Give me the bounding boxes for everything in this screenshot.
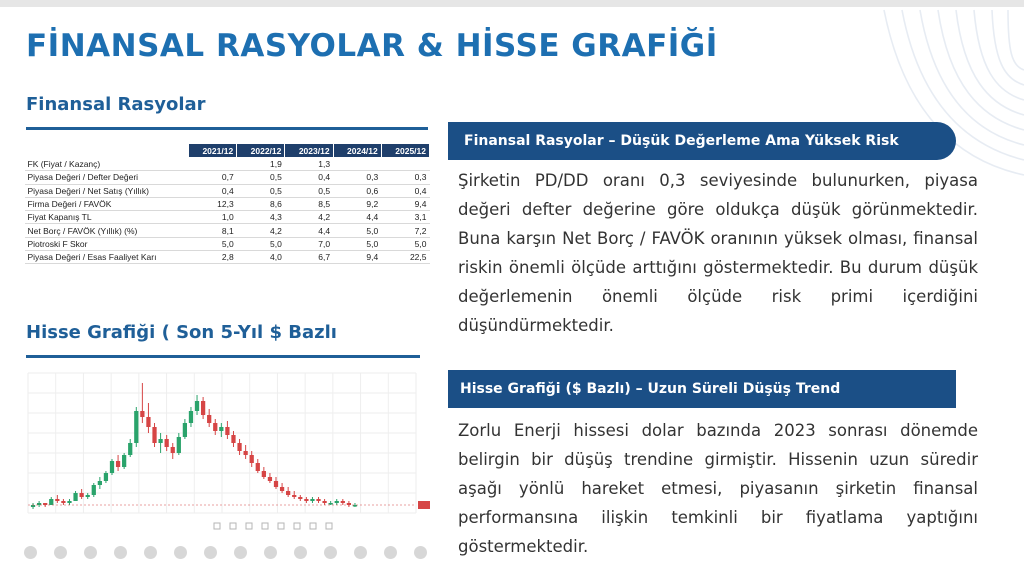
table-row — [25, 237, 430, 250]
row-label: Piotroski F Skor — [25, 237, 189, 250]
candle-body — [73, 493, 77, 501]
row-value: 0,5 — [285, 184, 333, 197]
pager-dot — [174, 546, 187, 559]
candle-body — [128, 443, 132, 455]
table-row — [25, 171, 430, 184]
pager-dot — [354, 546, 367, 559]
arc-8 — [1008, 10, 1024, 70]
row-value: 5,0 — [189, 237, 237, 250]
candle-body — [98, 481, 102, 485]
pager-dot — [24, 546, 37, 559]
candle-body — [104, 473, 108, 481]
row-value: 0,4 — [381, 184, 429, 197]
row-label: Piyasa Değeri / Net Satış (Yıllık) — [25, 184, 189, 197]
row-value: 8,6 — [237, 197, 285, 210]
row-value: 7,0 — [285, 237, 333, 250]
table-row — [25, 224, 430, 237]
candle-body — [213, 423, 217, 431]
table-row — [25, 251, 430, 264]
candle-body — [55, 499, 59, 501]
row-value — [381, 158, 429, 171]
pager-dot — [204, 546, 217, 559]
candle-body — [110, 461, 114, 473]
row-label: Piyasa Değeri / Defter Değeri — [25, 171, 189, 184]
row-value: 2,8 — [189, 251, 237, 264]
candle-body — [177, 437, 181, 453]
panel2-heading: Hisse Grafiği ($ Bazlı) – Uzun Süreli Düşüş Trend — [448, 370, 956, 408]
row-value: 0,5 — [237, 171, 285, 184]
ratios-section-rule — [26, 127, 428, 130]
candle-body — [304, 499, 308, 501]
row-value: 5,0 — [333, 237, 381, 250]
row-value — [189, 158, 237, 171]
row-value: 4,2 — [285, 211, 333, 224]
chart-section-rule — [26, 355, 420, 358]
ratios-col-header: 2021/12 — [189, 144, 237, 158]
pager-dot — [294, 546, 307, 559]
pager-dot — [54, 546, 67, 559]
ratios-col-header: 2024/12 — [333, 144, 381, 158]
candle-body — [140, 411, 144, 417]
candle-body — [183, 423, 187, 437]
candle-body — [335, 501, 339, 503]
panel1-heading: Finansal Rasyolar – Düşük Değerleme Ama Yüksek Risk — [448, 122, 956, 160]
pager-dot — [84, 546, 97, 559]
row-label: Net Borç / FAVÖK (Yıllık) (%) — [25, 224, 189, 237]
last-price-marker — [418, 501, 430, 509]
ratios-header-blank — [25, 144, 189, 158]
candle-body — [225, 427, 229, 435]
candle-body — [292, 495, 296, 497]
row-value — [333, 158, 381, 171]
pager-dot — [384, 546, 397, 559]
ratios-section-title: Finansal Rasyolar — [26, 94, 206, 115]
candle-body — [171, 447, 175, 453]
ratios-col-header: 2023/12 — [285, 144, 333, 158]
pager-dot — [114, 546, 127, 559]
row-value: 0,7 — [189, 171, 237, 184]
row-value: 0,3 — [333, 171, 381, 184]
candle-body — [231, 435, 235, 443]
candle-body — [67, 501, 71, 503]
candle-body — [310, 499, 314, 501]
table-row — [25, 211, 430, 224]
stock-chart — [24, 365, 432, 533]
candle-body — [92, 485, 96, 495]
candle-body — [134, 411, 138, 443]
pager-dot — [234, 546, 247, 559]
row-label: Piyasa Değeri / Esas Faaliyet Karı — [25, 251, 189, 264]
candle-body — [61, 501, 65, 503]
row-value: 8,5 — [285, 197, 333, 210]
row-value: 9,2 — [333, 197, 381, 210]
pager-dot — [144, 546, 157, 559]
row-value: 22,5 — [381, 251, 429, 264]
row-value: 1,0 — [189, 211, 237, 224]
candlestick-chart — [24, 365, 432, 533]
candle-body — [219, 427, 223, 431]
row-value: 1,9 — [237, 158, 285, 171]
row-value: 9,4 — [381, 197, 429, 210]
row-value: 0,4 — [285, 171, 333, 184]
candle-body — [158, 439, 162, 443]
candle-body — [49, 499, 53, 505]
panel1-body: Şirketin PD/DD oranı 0,3 seviyesinde bulunurken, piyasa değeri defter değerine göre oldukça düşük görünmektedir. Buna karşın Net Borç / FAVÖK oranının yüksek olması, finansal riskin önemli ölçüde arttığını göstermektedir. Bu durum düşük değerlemenin önemli ölçüde risk primi içerdiğini düşündürmektedir. — [458, 171, 978, 335]
candle-body — [280, 487, 284, 491]
candle-body — [146, 417, 150, 427]
panel2-body: Zorlu Enerji hissesi dolar bazında 2023 sonrası dönemde belirgin bir düşüş trendine girmiştir. Hissenin uzun süredir aşağı yönlü hareket etmesi, piyasanın şirketin finansal performansına ilişkin temkinli bir fiyatlama yaptığını göstermektedir. — [458, 421, 978, 556]
pager-dot — [414, 546, 427, 559]
arc-4 — [938, 10, 1024, 130]
row-value: 4,4 — [285, 224, 333, 237]
row-value: 4,0 — [237, 251, 285, 264]
row-value: 12,3 — [189, 197, 237, 210]
candle-body — [329, 503, 333, 505]
candle-body — [262, 471, 266, 477]
candle-body — [322, 501, 326, 503]
row-value: 1,3 — [285, 158, 333, 171]
candle-body — [244, 451, 248, 455]
candle-body — [165, 439, 169, 447]
chart-background — [24, 365, 432, 533]
candle-body — [116, 461, 120, 467]
candle-body — [122, 455, 126, 467]
row-value: 5,0 — [237, 237, 285, 250]
candle-body — [298, 497, 302, 499]
row-value: 4,4 — [333, 211, 381, 224]
row-value: 0,4 — [189, 184, 237, 197]
row-label: Fiyat Kapanış TL — [25, 211, 189, 224]
row-value: 5,0 — [381, 237, 429, 250]
candle-body — [207, 415, 211, 423]
chart-section-title: Hisse Grafiği ( Son 5-Yıl $ Bazlı — [26, 322, 337, 343]
candle-body — [256, 463, 260, 471]
page-title: FİNANSAL RASYOLAR & HİSSE GRAFİĞİ — [26, 28, 718, 64]
row-value: 4,2 — [237, 224, 285, 237]
candle-body — [274, 481, 278, 487]
row-value: 7,2 — [381, 224, 429, 237]
candle-body — [341, 501, 345, 503]
row-label: Firma Değeri / FAVÖK — [25, 197, 189, 210]
row-value: 8,1 — [189, 224, 237, 237]
candle-body — [152, 427, 156, 443]
pager-dot — [324, 546, 337, 559]
table-row — [25, 197, 430, 210]
candle-body — [237, 443, 241, 451]
row-value: 0,5 — [237, 184, 285, 197]
row-value: 0,3 — [381, 171, 429, 184]
table-row — [25, 158, 430, 171]
candle-body — [250, 455, 254, 463]
candle-body — [316, 499, 320, 501]
candle-body — [268, 477, 272, 481]
candle-body — [80, 493, 84, 497]
arc-5 — [956, 10, 1024, 115]
row-value: 3,1 — [381, 211, 429, 224]
candle-body — [86, 495, 90, 497]
table-row — [25, 184, 430, 197]
candle-body — [286, 491, 290, 495]
ratios-col-header: 2025/12 — [381, 144, 429, 158]
row-value: 5,0 — [333, 224, 381, 237]
ratios-col-header: 2022/12 — [237, 144, 285, 158]
candle-body — [201, 401, 205, 415]
candle-body — [189, 411, 193, 423]
ratios-header-row — [25, 144, 430, 158]
pager-dot — [264, 546, 277, 559]
row-value: 0,6 — [333, 184, 381, 197]
row-value: 9,4 — [333, 251, 381, 264]
candle-body — [195, 401, 199, 411]
decorative-arcs — [694, 0, 1024, 190]
ratios-table — [24, 143, 430, 264]
row-label: FK (Fiyat / Kazanç) — [25, 158, 189, 171]
row-value: 6,7 — [285, 251, 333, 264]
row-value: 4,3 — [237, 211, 285, 224]
